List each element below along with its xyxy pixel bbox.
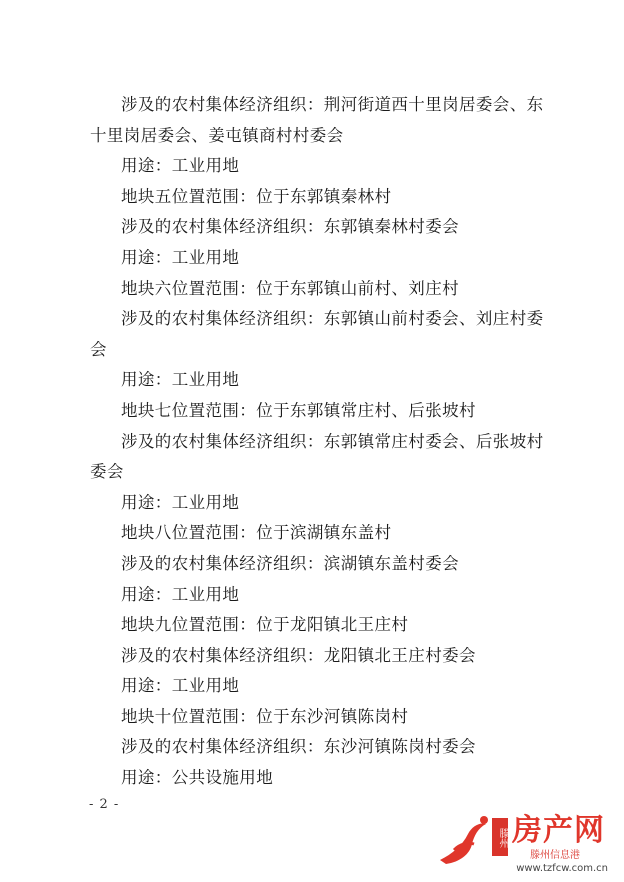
- document-body: [90, 90, 550, 794]
- text-line: 地块五位置范围：位于东郭镇秦林村: [121, 186, 392, 206]
- text-line: 用途：工业用地: [121, 584, 240, 604]
- text-line: 涉及的农村集体经济组织：东郭镇山前村委会、刘庄村委: [121, 309, 544, 329]
- watermark-title: 房产网: [512, 813, 605, 848]
- text-line: 委会: [90, 462, 124, 482]
- text-line: 会: [90, 339, 107, 359]
- watermark-subtitle: 滕州信息港: [530, 850, 580, 861]
- watermark-url: www.tzfcw.com.cn: [516, 863, 608, 874]
- text-line: 地块七位置范围：位于东郭镇常庄村、后张坡村: [121, 400, 476, 420]
- text-line: 地块十位置范围：位于东沙河镇陈岗村: [121, 706, 409, 726]
- text-line: 涉及的农村集体经济组织：龙阳镇北王庄村委会: [121, 645, 476, 665]
- text-line: 地块九位置范围：位于龙阳镇北王庄村: [121, 615, 409, 635]
- watermark-badge: 滕州: [492, 818, 508, 856]
- text-line: 涉及的农村集体经济组织：东沙河镇陈岗村委会: [121, 737, 476, 757]
- site-watermark: [434, 810, 614, 872]
- text-line: 涉及的农村集体经济组织：滨湖镇东盖村委会: [121, 553, 459, 573]
- text-line: 用途：公共设施用地: [121, 768, 274, 788]
- page-number: - 2 -: [89, 797, 120, 812]
- text-line: 用途：工业用地: [121, 370, 240, 390]
- text-line: 涉及的农村集体经济组织：荆河街道西十里岗居委会、东: [121, 95, 544, 114]
- text-line: 涉及的农村集体经济组织：东郭镇秦林村委会: [121, 217, 459, 237]
- text-line: 用途：工业用地: [121, 492, 240, 512]
- text-line: 十里岗居委会、姜屯镇商村村委会: [90, 125, 344, 145]
- text-line: 涉及的农村集体经济组织：东郭镇常庄村委会、后张坡村: [121, 431, 544, 451]
- text-line: 用途：工业用地: [121, 156, 240, 176]
- text-line: 地块八位置范围：位于滨湖镇东盖村: [121, 523, 392, 543]
- logo-swirl-icon: [434, 810, 496, 872]
- text-line: 用途：工业用地: [121, 676, 240, 696]
- text-line: 地块六位置范围：位于东郭镇山前村、刘庄村: [121, 278, 459, 298]
- text-line: 用途：工业用地: [121, 247, 240, 267]
